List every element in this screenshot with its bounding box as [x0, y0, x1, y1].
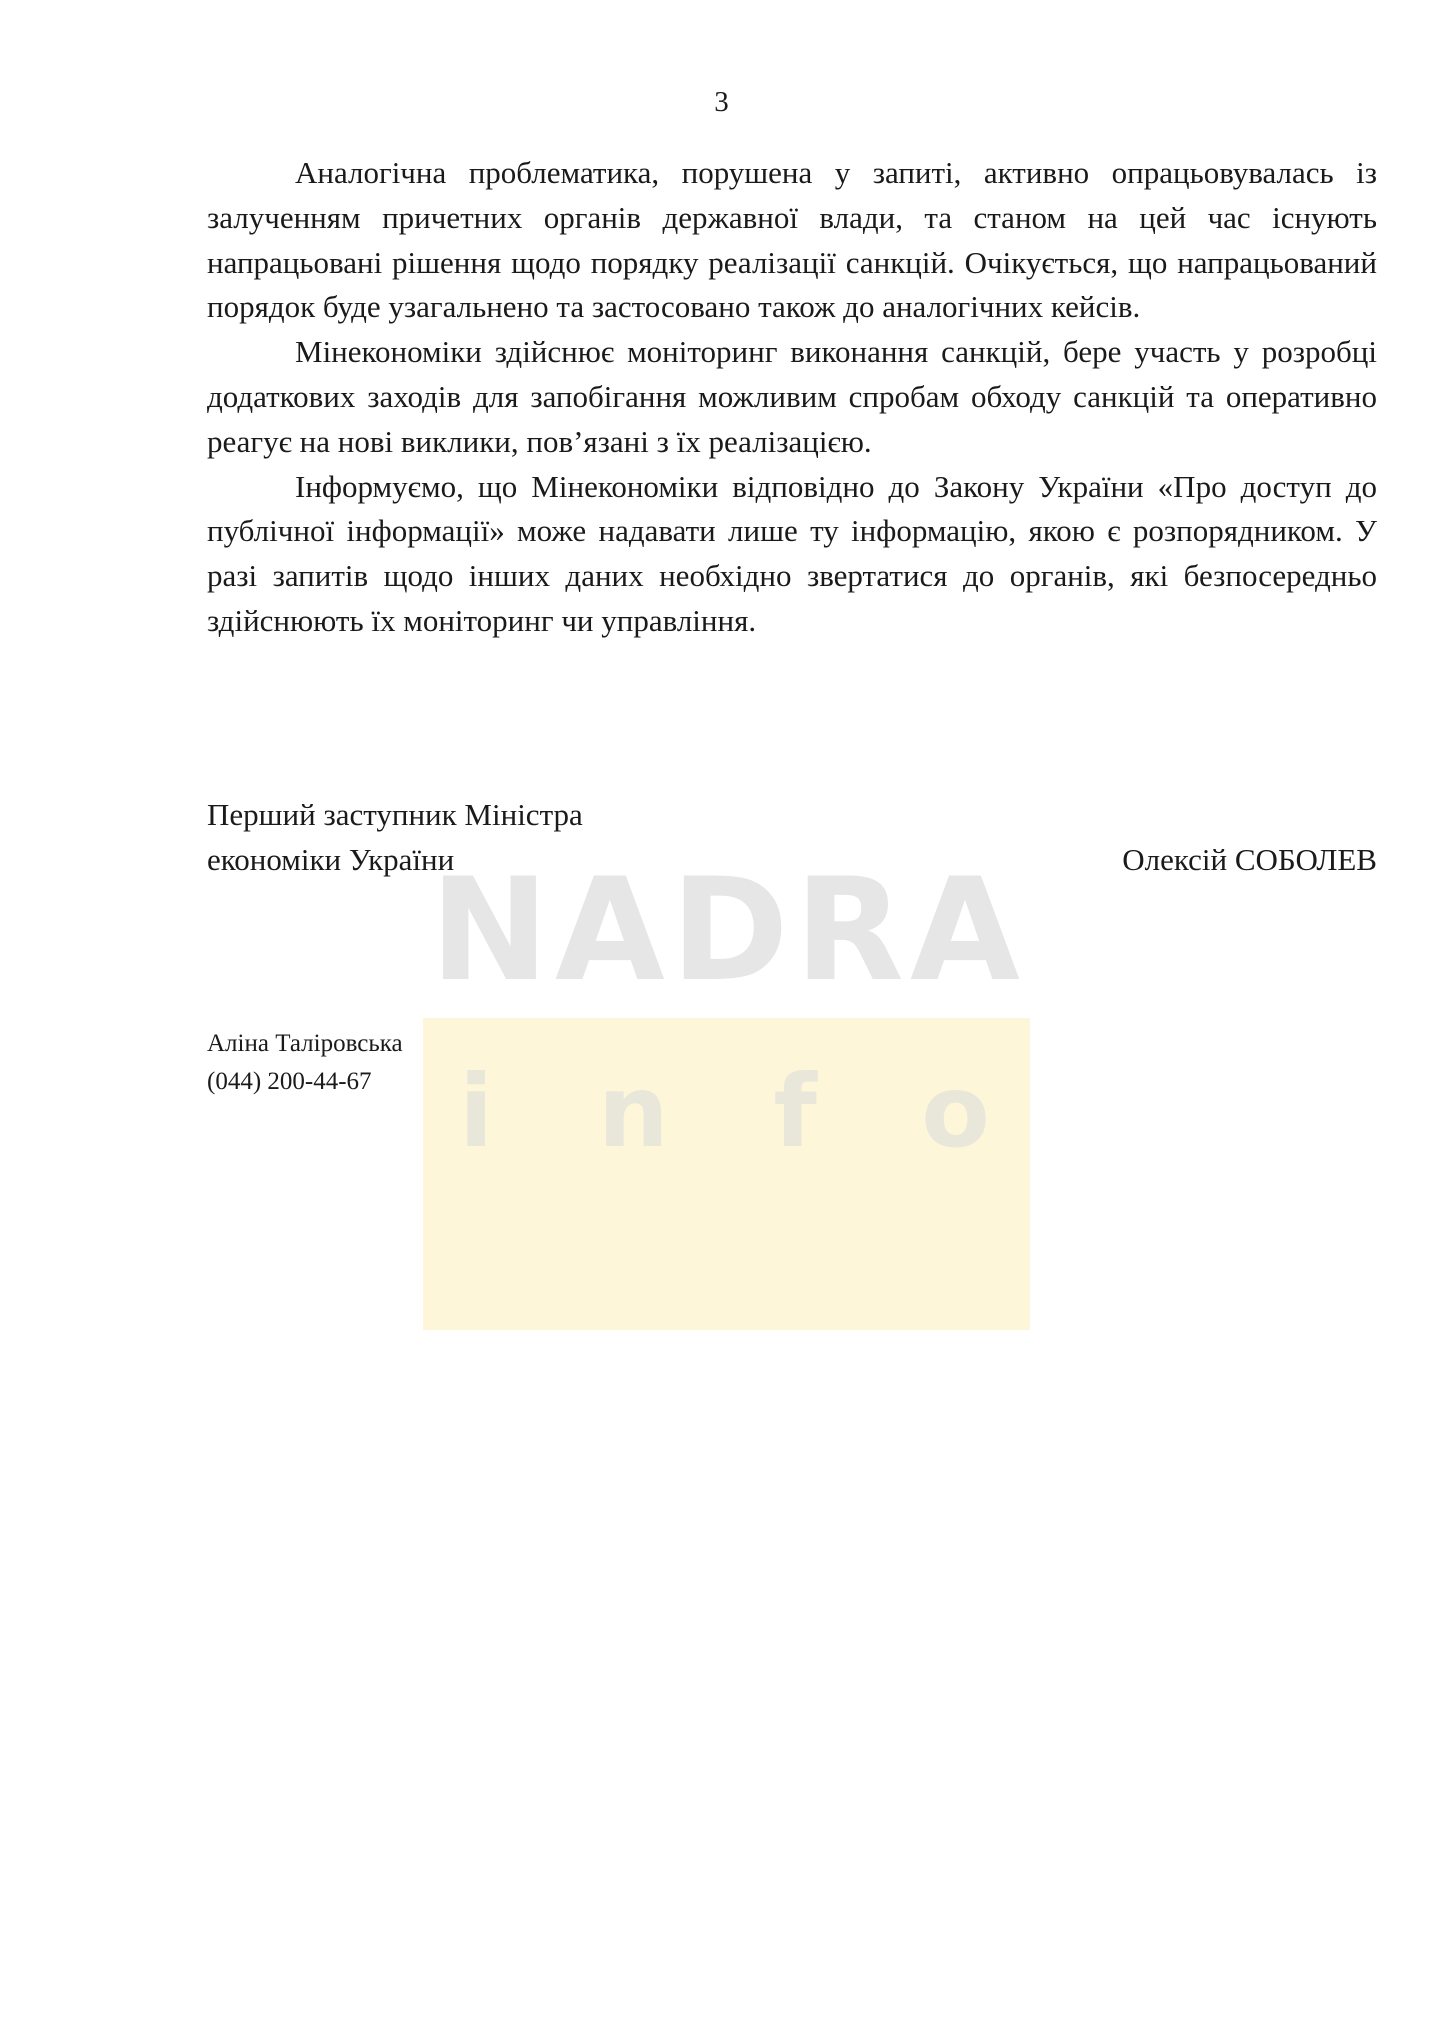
executor-name: Аліна Таліровська [207, 1030, 403, 1057]
executor-phone: (044) 200-44-67 [207, 1068, 372, 1095]
paragraph-monitoring: Мінекономіки здійснює моніторинг виконання санкцій, бере участь у розробці додаткових заходів для запобігання можливим спробам обходу санкцій та оперативно реагує на нові виклики, пов’язані з їх реалізацією. [207, 334, 1377, 459]
paragraph-sanctions-procedure: Аналогічна проблематика, порушена у запиті, активно опрацьовувалась із залученням причетних органів державної влади, та станом на цей час існують напрацьовані рішення щодо порядку реалізації санкцій. Очікується, що напрацьований порядок буде узагальнено та застосовано також до аналогічних кейсів. [207, 155, 1377, 325]
executor-info [207, 1025, 403, 1101]
watermark-letter: f [773, 1053, 817, 1170]
watermark-logo-info [423, 1053, 1030, 1170]
letter-body [207, 151, 1377, 644]
signatory-name: Олексій СОБОЛЕВ [1122, 841, 1377, 877]
paragraph-public-information: Інформуємо, що Мінекономіки відповідно до Закону України «Про доступ до публічної інформації» може надавати лише ту інформацію, якою є розпорядником. У разі запитів щодо інших даних необхідно звертатися до органів, які безпосередньо здійснюють їх моніторинг чи управління. [207, 468, 1377, 638]
page-number: 3 [714, 86, 729, 118]
watermark-letter: o [921, 1053, 990, 1170]
watermark-letter: i [459, 1053, 494, 1170]
signatory-title-line-1: Перший заступник Міністра [207, 797, 583, 832]
signature-block [207, 793, 1377, 883]
watermark-letter: n [597, 1053, 669, 1170]
watermark-logo-nadra: NADRA [430, 848, 1026, 1013]
signatory-title-line-2: економіки України [207, 841, 455, 877]
